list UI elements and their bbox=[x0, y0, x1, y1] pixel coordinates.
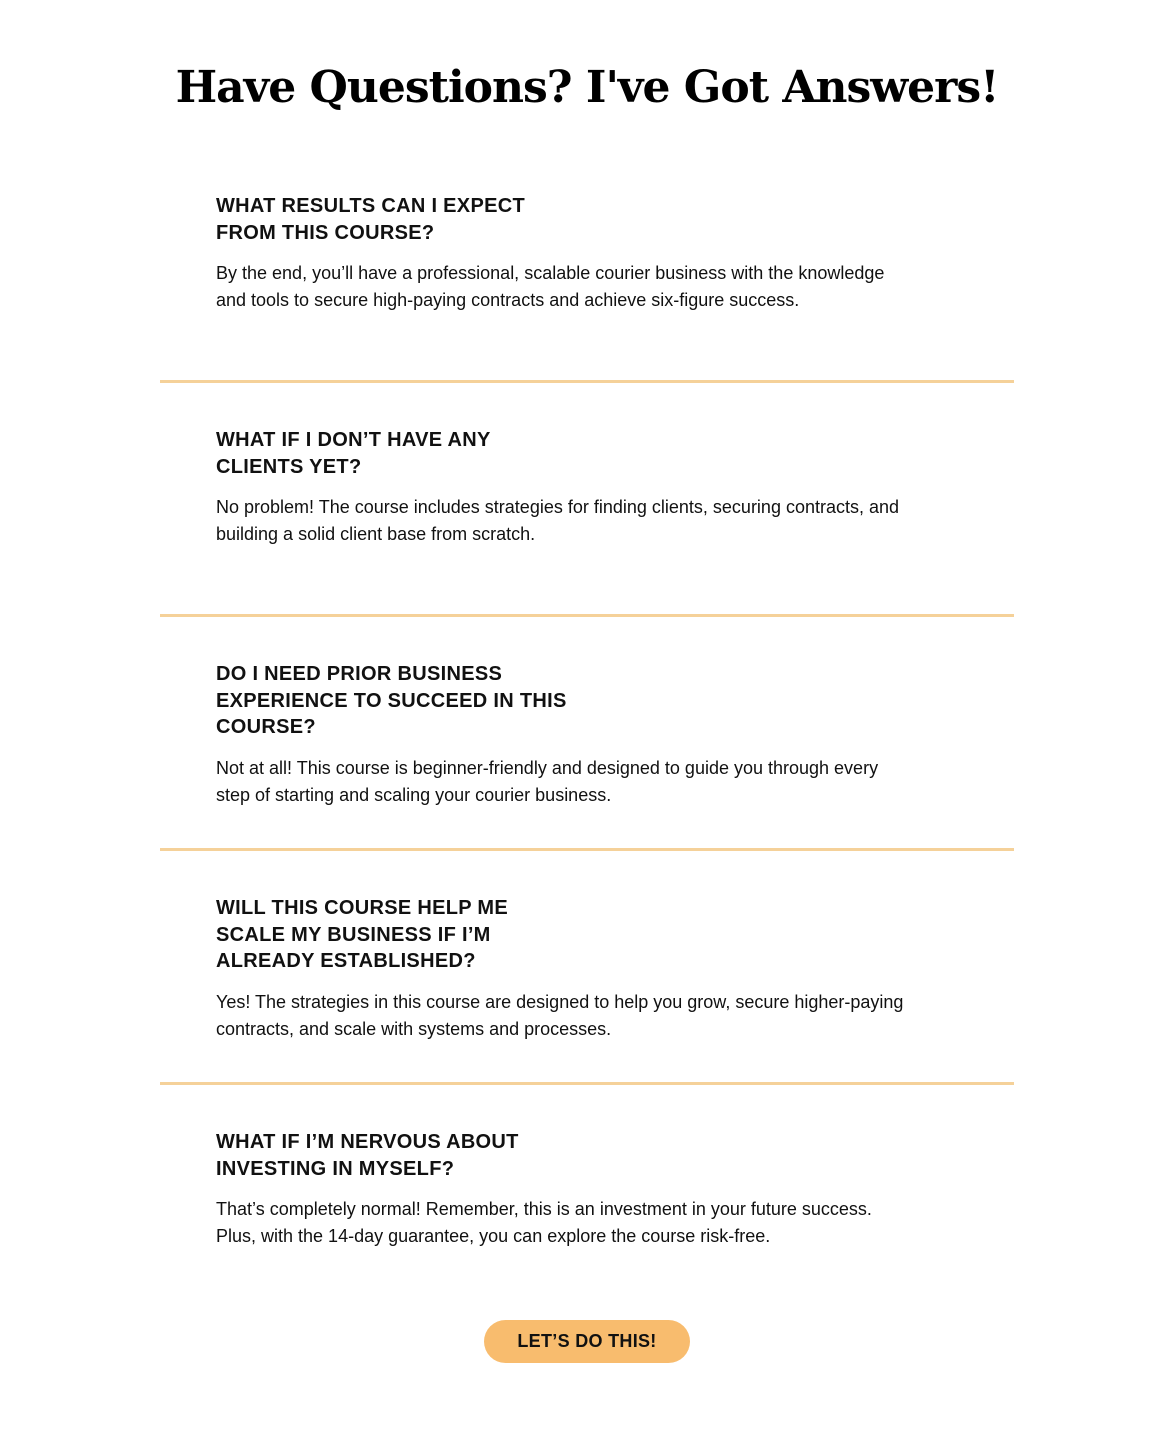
faq-item bbox=[216, 193, 976, 314]
faq-answer: By the end, you’ll have a professional, scalable courier business with the knowledge and tools to secure high-paying contracts and achieve six-figure success. bbox=[216, 263, 885, 310]
faq-answer: That’s completely normal! Remember, this is an investment in your future success. Plus, with the 14-day guarantee, you can explore the course risk-free. bbox=[216, 1199, 872, 1246]
page-title: Have Questions? I've Got Answers! bbox=[175, 62, 999, 113]
faq-question: WILL THIS COURSE HELP ME SCALE MY BUSINESS IF I’M ALREADY ESTABLISHED? bbox=[216, 897, 509, 972]
divider bbox=[160, 380, 1014, 383]
faq-answer: Yes! The strategies in this course are designed to help you grow, secure higher-paying contracts, and scale with systems and processes. bbox=[216, 991, 904, 1039]
faq-question: WHAT RESULTS CAN I EXPECT FROM THIS COURSE? bbox=[216, 195, 525, 244]
faq-answer: No problem! The course includes strategies for finding clients, securing contracts, and building a solid client base from scratch. bbox=[216, 497, 900, 544]
divider bbox=[160, 614, 1014, 617]
faq-answer: Not at all! This course is beginner-friendly and designed to guide you through every step of starting and scaling your courier business. bbox=[216, 757, 879, 805]
divider bbox=[160, 1082, 1014, 1085]
faq-question: WHAT IF I’M NERVOUS ABOUT INVESTING IN MYSELF? bbox=[216, 1131, 519, 1180]
faq-item bbox=[216, 1129, 976, 1250]
faq-item bbox=[216, 427, 976, 548]
faq-item bbox=[216, 661, 976, 809]
faq-question: WHAT IF I DON’T HAVE ANY CLIENTS YET? bbox=[216, 429, 491, 478]
divider bbox=[160, 848, 1014, 851]
faq-question: DO I NEED PRIOR BUSINESS EXPERIENCE TO SUCCEED IN THIS COURSE? bbox=[216, 663, 567, 738]
lets-do-this-button[interactable]: LET’S DO THIS! bbox=[484, 1320, 690, 1363]
faq-item bbox=[216, 895, 976, 1043]
